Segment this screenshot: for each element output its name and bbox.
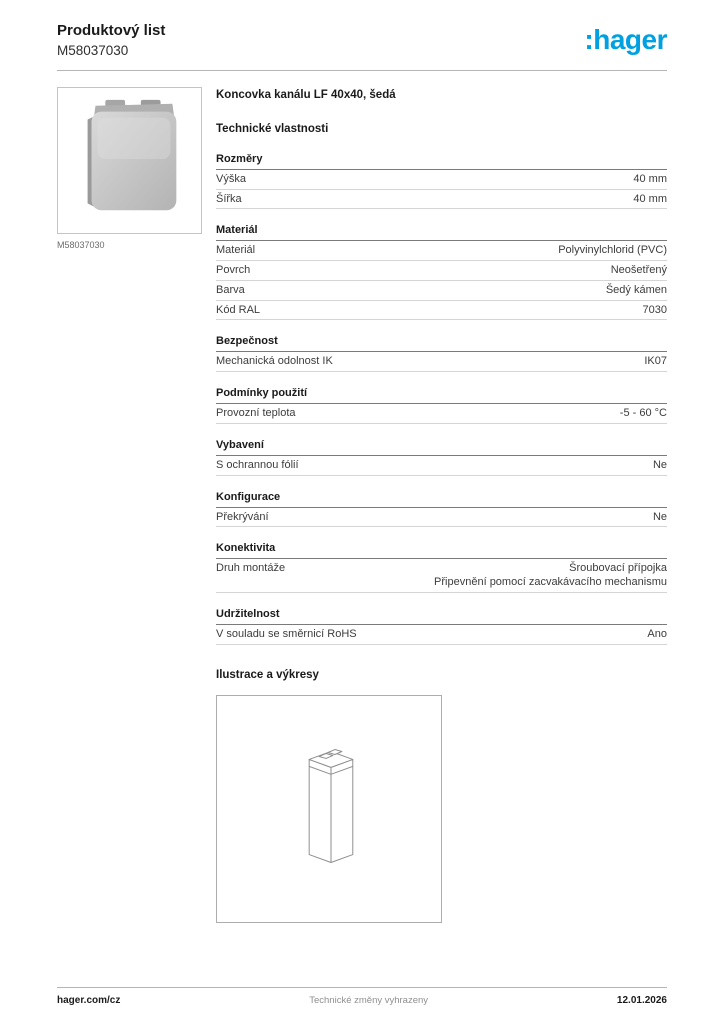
- spec-row: [216, 301, 667, 321]
- spec-value: 7030: [642, 303, 667, 316]
- spec-value: 40 mm: [633, 192, 667, 205]
- spec-section: [216, 491, 667, 528]
- spec-section: [216, 387, 667, 424]
- spec-label: Provozní teplota: [216, 407, 296, 419]
- page-header: [0, 0, 724, 58]
- spec-value: Šedý kámen: [605, 283, 667, 296]
- spec-value: Ne: [652, 458, 667, 471]
- specs-heading: Technické vlastnosti: [216, 122, 329, 135]
- spec-row: [216, 508, 667, 528]
- illustration-heading: Ilustrace a výkresy: [216, 668, 319, 681]
- spec-value: 40 mm: [633, 172, 667, 185]
- spec-label: S ochrannou fólií: [216, 458, 299, 471]
- technical-drawing-frame: [216, 695, 442, 923]
- spec-row: [216, 281, 667, 301]
- section-title: Materiál: [216, 224, 667, 241]
- spec-value: IK07: [644, 355, 667, 368]
- header-titles: [57, 22, 165, 58]
- spec-section: [216, 224, 667, 320]
- content-area: [0, 71, 724, 923]
- footer-date: 12.01.2026: [616, 995, 667, 1006]
- spec-section: [216, 335, 667, 372]
- spec-row: [216, 190, 667, 210]
- spec-value: Ne: [652, 510, 667, 523]
- spec-value-line: Šroubovací přípojka: [569, 562, 667, 575]
- technical-drawing-illustration: [217, 696, 441, 922]
- spec-section: [216, 542, 667, 593]
- spec-section: [216, 439, 667, 476]
- spec-label: Kód RAL: [216, 303, 261, 316]
- product-photo: [58, 88, 201, 233]
- spec-label: Materiál: [216, 244, 256, 257]
- spec-label: V souladu se směrnicí RoHS: [216, 627, 357, 640]
- spec-label: Druh montáže: [216, 562, 286, 575]
- spec-label: Povrch: [216, 264, 251, 276]
- spec-value-line: Připevnění pomocí zacvakávacího mechanismu: [434, 576, 667, 588]
- section-title: Udržitelnost: [216, 608, 667, 625]
- page-footer: [57, 987, 667, 1006]
- product-image-column: [57, 87, 202, 923]
- footer-notice: Technické změny vyhrazeny: [309, 995, 429, 1006]
- spec-value: Neošetřený: [610, 264, 667, 276]
- spec-row: [216, 241, 667, 261]
- spec-row: [216, 261, 667, 281]
- spec-row: [216, 456, 667, 476]
- spec-section: [216, 608, 667, 645]
- spec-row: [216, 559, 667, 593]
- document-title: Produktový list: [57, 22, 166, 39]
- product-image-frame: [57, 87, 202, 234]
- spec-section: [216, 153, 667, 210]
- section-title: Vybavení: [216, 439, 667, 456]
- spec-value: -5 - 60 °C: [619, 407, 667, 419]
- spec-label: Mechanická odolnost IK: [216, 355, 333, 368]
- hager-logo: :hager: [584, 24, 667, 55]
- spec-row: [216, 352, 667, 372]
- spec-row: [216, 404, 667, 424]
- section-title: Konfigurace: [216, 491, 667, 508]
- section-title: Konektivita: [216, 542, 667, 559]
- section-title: Rozměry: [216, 153, 667, 170]
- product-details-column: [216, 87, 667, 923]
- section-title: Bezpečnost: [216, 335, 667, 352]
- product-name: Koncovka kanálu LF 40x40, šedá: [216, 88, 396, 101]
- document-product-id: M58037030: [57, 42, 129, 58]
- spec-sections: [216, 153, 667, 645]
- spec-row: [216, 625, 667, 645]
- spec-label: Výška: [216, 172, 246, 185]
- section-title: Podmínky použití: [216, 387, 667, 404]
- spec-value: Ano: [647, 627, 667, 640]
- spec-value: Polyvinylchlorid (PVC): [558, 244, 667, 257]
- spec-label: Šířka: [216, 192, 242, 205]
- spec-label: Překrývání: [216, 510, 269, 523]
- spec-label: Barva: [216, 283, 245, 296]
- hager-website-link[interactable]: hager.com/cz: [57, 995, 121, 1006]
- spec-row: [216, 170, 667, 190]
- spec-value: [434, 562, 667, 590]
- product-image-caption: M58037030: [57, 239, 105, 250]
